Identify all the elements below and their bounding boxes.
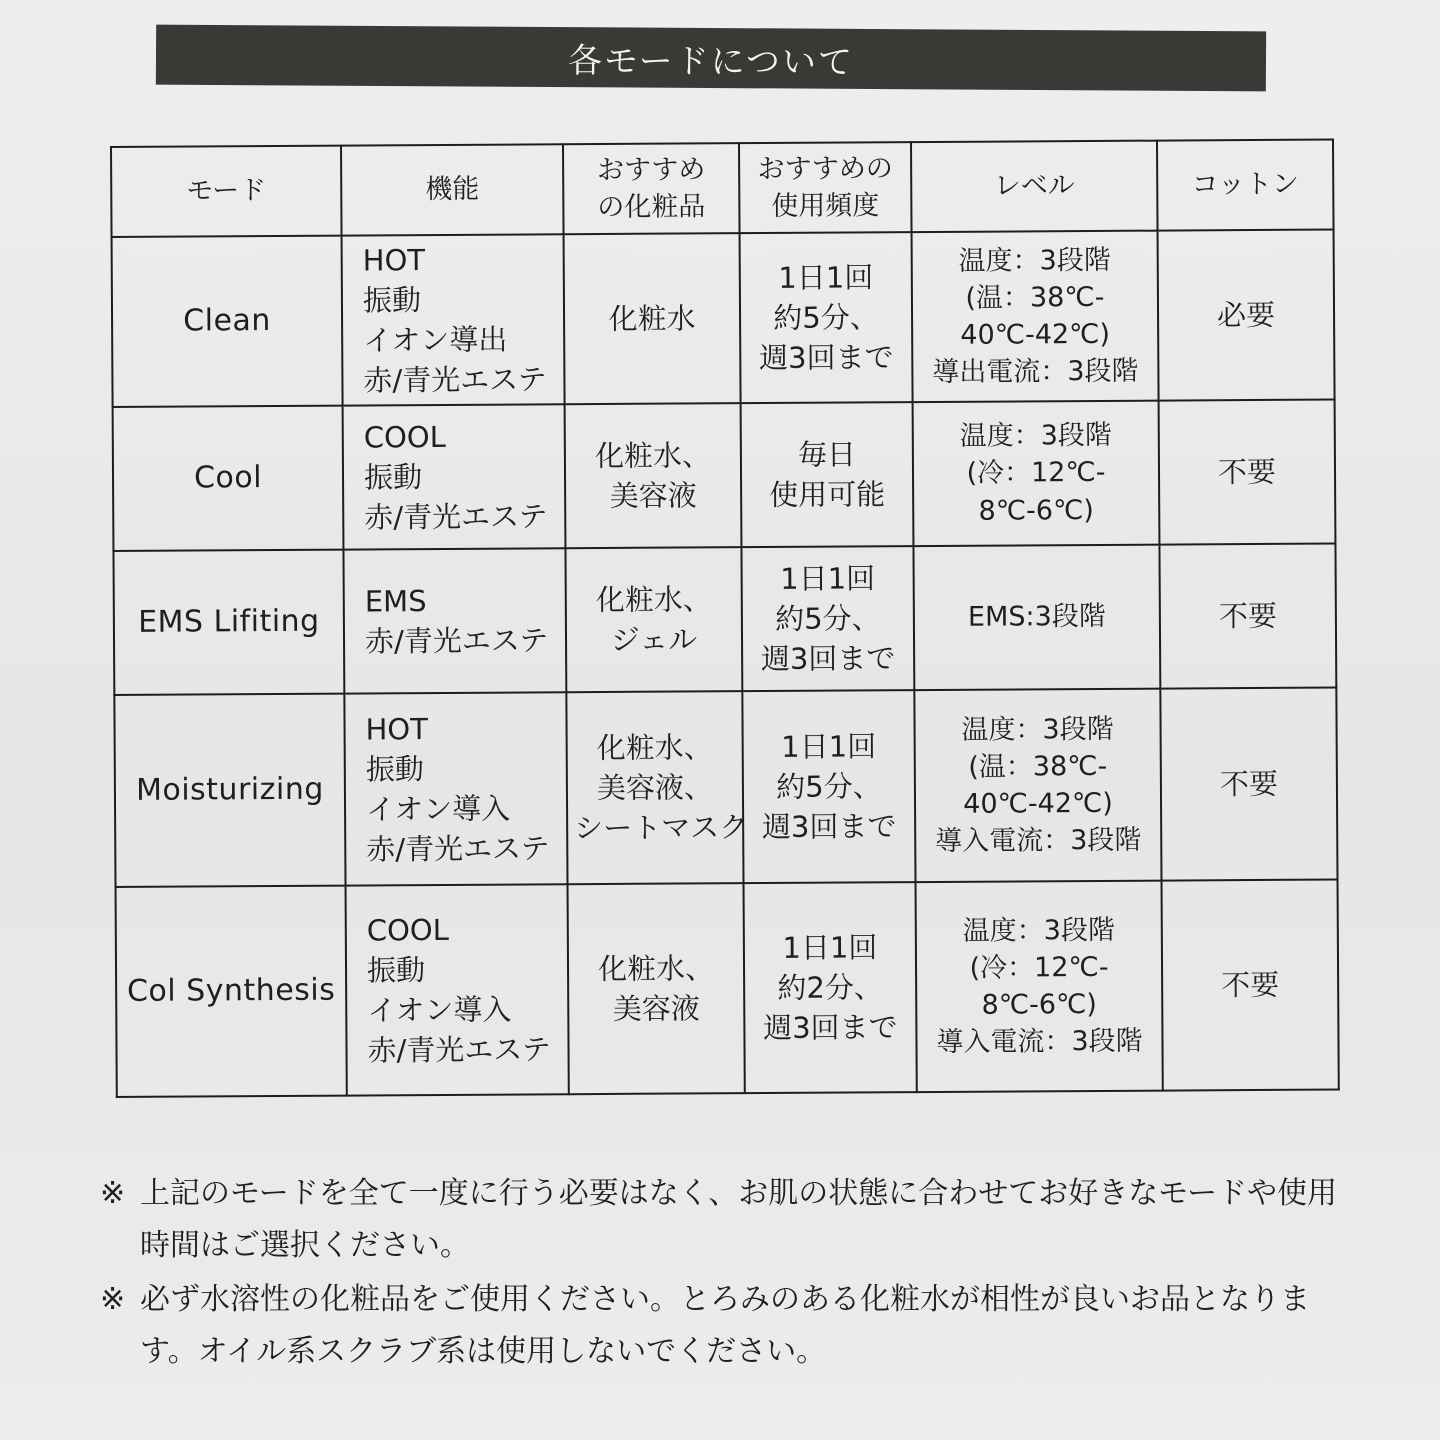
cotton-cell: 不要	[1162, 880, 1339, 1091]
header-cosmetics	[563, 143, 740, 234]
header-cosmetics-line: おすすめ	[596, 154, 706, 186]
frequency-line: 約5分、	[775, 601, 881, 636]
function-item: 振動	[362, 283, 422, 318]
cosmetics-item: 美容液	[609, 478, 697, 514]
function-item: HOT	[365, 712, 429, 747]
level-line: (温：38℃-	[968, 750, 1108, 783]
level-cell	[913, 545, 1160, 691]
cosmetics-item: 化粧水、	[596, 730, 713, 766]
table-row	[114, 688, 1337, 887]
function-item: 赤/青光エステ	[364, 623, 549, 659]
level-line: 導入電流：3段階	[935, 825, 1142, 858]
frequency-line: 約5分、	[776, 769, 882, 804]
function-item: HOT	[362, 243, 426, 278]
function-item: COOL	[363, 419, 446, 455]
note-text: 上記のモードを全て一度に行う必要はなく、お肌の状態に合わせてお好きなモードや使用時間はご選択ください。	[140, 1176, 1337, 1263]
mode-name-cell: Cool	[113, 406, 344, 551]
cosmetics-item: ジェル	[610, 622, 698, 658]
level-line: EMS:3段階	[967, 601, 1106, 634]
function-item: 振動	[363, 460, 423, 495]
note-mark: ※	[100, 1176, 126, 1211]
note-item	[100, 1274, 1340, 1378]
function-cell	[346, 884, 569, 1095]
level-line: 導出電流：3段階	[932, 356, 1139, 389]
cosmetics-item: 美容液	[612, 991, 700, 1027]
function-item: 振動	[365, 752, 424, 787]
mode-table-header	[111, 140, 1334, 237]
cotton-cell: 不要	[1160, 688, 1337, 881]
header-frequency-line: 使用頻度	[771, 190, 880, 222]
cosmetics-cell	[568, 883, 745, 1094]
function-item: イオン導入	[367, 992, 512, 1028]
header-cotton-label: コットン	[1191, 169, 1300, 201]
header-level	[911, 141, 1158, 233]
notes-section	[100, 1168, 1340, 1380]
function-cell	[344, 692, 567, 885]
level-line: 40℃-42℃)	[963, 787, 1113, 820]
cotton-cell: 不要	[1159, 400, 1336, 545]
mode-name-cell: Clean	[112, 236, 343, 407]
cosmetics-cell	[565, 547, 742, 692]
mode-name-cell: Moisturizing	[114, 694, 345, 887]
header-level-label: レベル	[993, 170, 1075, 202]
level-line: (冷：12℃-	[969, 951, 1109, 984]
mode-name-cell: EMS Lifiting	[113, 550, 344, 695]
function-cell	[343, 404, 566, 549]
frequency-line: 使用可能	[769, 477, 886, 513]
cotton-cell: 不要	[1159, 544, 1336, 689]
cosmetics-cell	[565, 403, 742, 548]
function-item: COOL	[366, 912, 449, 948]
mode-name-cell: Col Synthesis	[116, 886, 347, 1097]
frequency-line: 1日1回	[778, 260, 874, 295]
level-cell	[914, 689, 1161, 882]
function-item: 赤/青光エステ	[364, 499, 548, 535]
header-frequency-line: おすすめの	[757, 152, 893, 185]
cosmetics-item: 美容液、	[596, 770, 714, 806]
function-item: 赤/青光エステ	[363, 362, 547, 398]
function-item: EMS	[364, 584, 427, 619]
cosmetics-item: 化粧水	[608, 301, 696, 336]
cosmetics-item: シートマスク	[574, 810, 749, 846]
cosmetics-cell	[566, 691, 749, 884]
header-mode	[111, 146, 342, 237]
frequency-cell	[741, 402, 914, 547]
function-item: イオン導出	[363, 322, 508, 358]
table-row	[112, 230, 1335, 408]
frequency-line: 週3回まで	[763, 1010, 898, 1046]
level-line: 温度：3段階	[959, 420, 1112, 453]
level-line: (冷：12℃-	[966, 457, 1106, 490]
note-mark: ※	[100, 1282, 126, 1317]
table-row	[113, 544, 1336, 695]
header-row	[111, 140, 1334, 237]
level-line: (温：38℃-	[965, 281, 1105, 314]
header-cosmetics-line: の化粧品	[597, 191, 706, 224]
frequency-line: 週3回まで	[760, 641, 896, 677]
cosmetics-item: 化粧水、	[597, 951, 715, 987]
function-item: イオン導入	[365, 791, 511, 827]
header-function	[341, 144, 564, 235]
header-frequency	[739, 142, 912, 233]
header-function-label: 機能	[425, 174, 480, 206]
cosmetics-cell	[564, 233, 741, 404]
cosmetics-item: 化粧水、	[594, 438, 712, 474]
frequency-line: 毎日	[797, 437, 857, 472]
level-line: 8℃-6℃)	[981, 989, 1097, 1021]
level-line: 導入電流：3段階	[936, 1026, 1143, 1059]
level-cell	[912, 231, 1159, 403]
level-cell	[916, 881, 1163, 1092]
frequency-cell	[741, 546, 914, 691]
frequency-line: 1日1回	[780, 561, 876, 596]
section-title-bar	[156, 25, 1266, 92]
frequency-line: 1日1回	[782, 930, 878, 965]
level-line: 8℃-6℃)	[978, 494, 1094, 527]
function-item: 赤/青光エステ	[367, 1032, 551, 1068]
mode-table	[110, 139, 1340, 1099]
level-cell	[913, 401, 1160, 547]
table-row	[113, 400, 1336, 551]
frequency-cell	[744, 882, 917, 1093]
function-cell	[343, 548, 566, 693]
frequency-line: 週3回まで	[758, 340, 894, 376]
level-line: 40℃-42℃)	[960, 318, 1111, 351]
frequency-line: 約5分、	[773, 300, 879, 335]
header-cotton	[1157, 140, 1334, 231]
level-line: 温度：3段階	[962, 914, 1115, 947]
header-mode-label: モード	[186, 175, 267, 207]
frequency-line: 約2分、	[777, 970, 883, 1005]
note-text: 必ず水溶性の化粧品をご使用ください。とろみのある化粧水が相性が良いお品となります。オイル系スクラブ系は使用しないでください。	[140, 1282, 1310, 1369]
section-title: 各モードについて	[567, 40, 855, 83]
function-item: 振動	[366, 953, 426, 988]
mode-table-body	[112, 230, 1339, 1098]
frequency-line: 1日1回	[781, 729, 877, 764]
function-item: 赤/青光エステ	[366, 831, 550, 867]
table-row	[116, 880, 1339, 1097]
frequency-cell	[742, 690, 915, 883]
level-line: 温度：3段階	[961, 713, 1114, 746]
frequency-cell	[740, 232, 913, 403]
cosmetics-item: 化粧水、	[595, 582, 712, 618]
cotton-cell: 必要	[1158, 230, 1335, 401]
function-cell	[342, 234, 565, 405]
note-item	[100, 1168, 1340, 1272]
frequency-line: 週3回まで	[761, 809, 897, 845]
level-line: 温度：3段階	[958, 244, 1111, 277]
